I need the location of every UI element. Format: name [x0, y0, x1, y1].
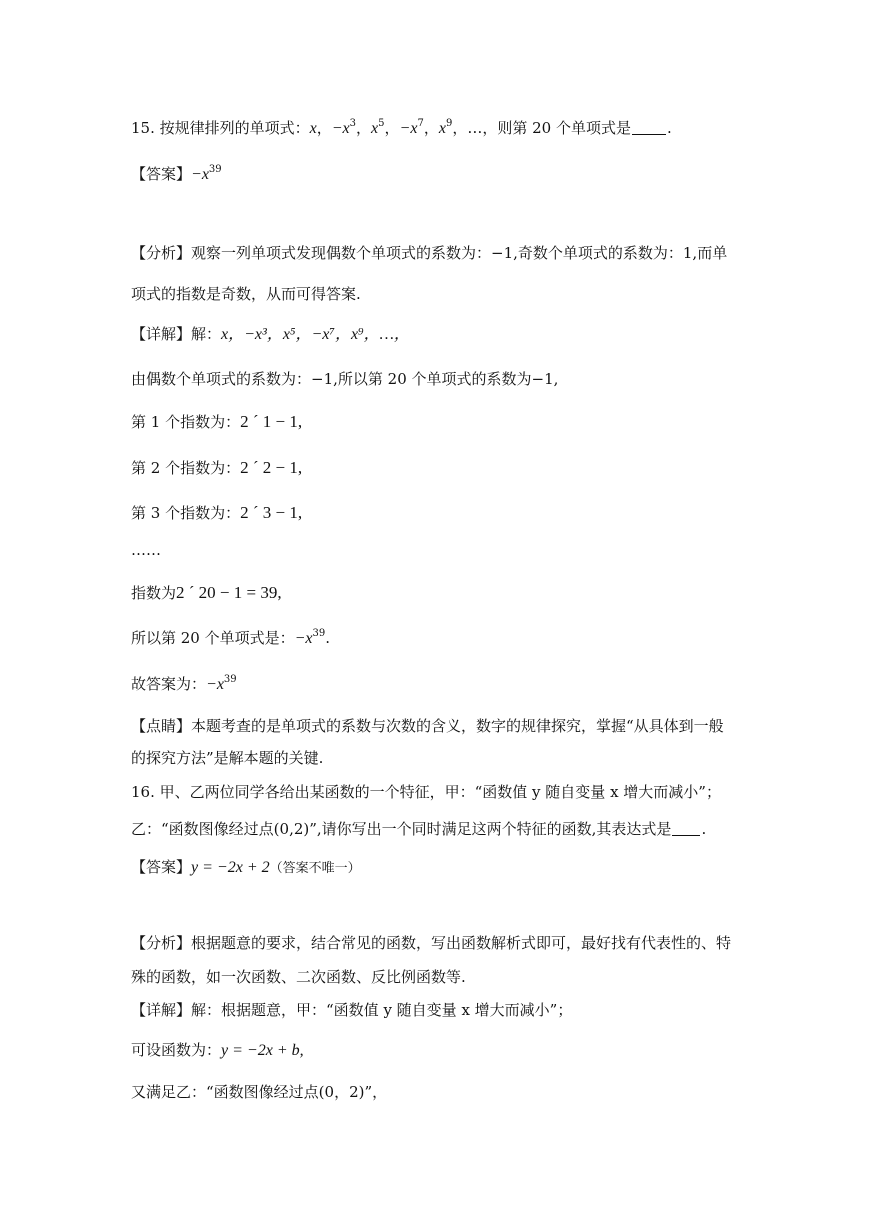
- q16-prompt-line1: 16. 甲、乙两位同学各给出某函数的一个特征，甲：“函数值 y 随自变量 x 增大而减小”；: [131, 783, 721, 801]
- q16-detail-line3: 又满足乙：“函数图像经过点(0，2)”，: [131, 1083, 388, 1101]
- q16-analysis-line1: 【分析】根据题意的要求，结合常见的函数，写出函数解析式即可，最好找有代表性的、特: [131, 934, 732, 952]
- q15-step5: 指数为2 ´ 20 − 1 = 39,: [131, 583, 282, 602]
- q16-analysis-line2: 殊的函数，如一次函数、二次函数、反比例函数等.: [131, 968, 466, 986]
- q15-step6: 所以第 20 个单项式是：$-x^{39}$.: [131, 628, 331, 647]
- q16-answer: 【答案】y = −2x + 2（答案不唯一）: [131, 858, 361, 876]
- q15-step3: 第 2 个指数为：2 ´ 2 − 1,: [131, 458, 303, 477]
- q16-detail-line1: 【详解】解：根据题意，甲：“函数值 y 随自变量 x 增大而减小”；: [131, 1001, 573, 1019]
- q15-comment-line2: 的探究方法”是解本题的关键.: [131, 749, 324, 767]
- answer-blank: [672, 821, 700, 836]
- q15-prompt: 15. 按规律排列的单项式：x，$-x^3$，$x^5$，$-x^7$，$x^9$，…，则第 20 个单项式是 .: [131, 118, 672, 137]
- q15-detail: 【详解】解：x，−x³，x⁵，−x⁷，x⁹，…，: [131, 325, 410, 343]
- q15-step2: 第 1 个指数为：2 ´ 1 − 1,: [131, 412, 303, 431]
- q15-final-answer: 故答案为：$-x^{39}$: [131, 674, 237, 693]
- answer-blank: [632, 120, 666, 135]
- q15-step4: 第 3 个指数为：2 ´ 3 − 1,: [131, 503, 303, 522]
- q15-comment-line1: 【点睛】本题考查的是单项式的系数与次数的含义，数字的规律探究，掌握“从具体到一般: [131, 717, 724, 735]
- q16-prompt-line2: 乙：“函数图像经过点(0,2)”,请你写出一个同时满足这两个特征的函数,其表达式是 .: [131, 820, 707, 838]
- q15-answer: 【答案】$-x^{39}$: [131, 164, 222, 183]
- q15-step1: 由偶数个单项式的系数为：−1,所以第 20 个单项式的系数为−1,: [131, 370, 559, 388]
- q15-analysis-line1: 【分析】观察一列单项式发现偶数个单项式的系数为：−1,奇数个单项式的系数为：1,而单: [131, 244, 728, 262]
- q15-analysis-line2: 项式的指数是奇数，从而可得答案.: [131, 285, 361, 303]
- q16-detail-line2: 可设函数为：y = −2x + b,: [131, 1041, 304, 1059]
- q15-ellipsis: ……: [131, 541, 161, 559]
